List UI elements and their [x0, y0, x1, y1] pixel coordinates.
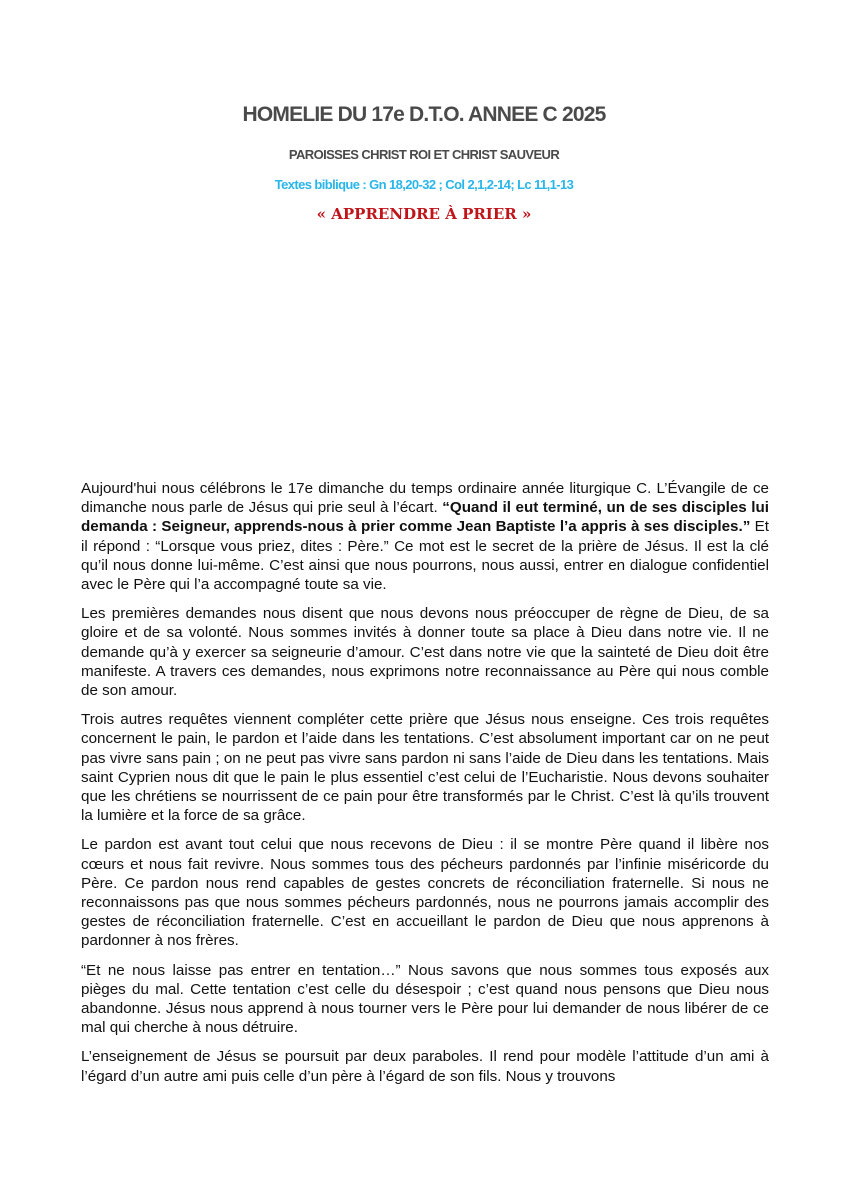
gospel-quote: “Quand il eut terminé, un de ses disciples lui demanda : Seigneur, apprends-nous à prier comme Jean Baptiste l’a appris à ses disciples.” — [81, 499, 770, 536]
page-title: HOMELIE DU 17e D.T.O. ANNEE C 2025 — [242, 103, 606, 126]
homily-body — [81, 479, 769, 1096]
paragraph-2: Les premières demandes nous disent que nous devons nous préoccuper de règne de Dieu, de sa gloire et de sa volonté. Nous sommes invités à donner toute sa place à Dieu dans notre vie. Il ne demande qu’à y exercer sa seigneurie d’amour. C’est dans notre vie que la sainteté de Dieu doit être manifeste. A travers ces demandes, nous exprimons notre reconnaissance au Père qui nous comble de son amour. — [81, 605, 769, 700]
paragraph-5: “Et ne nous laisse pas entrer en tentation…” Nous savons que nous sommes tous exposés aux pièges du mal. Cette tentation c’est celle du désespoir ; c’est quand nous pensons que Dieu nous abandonne. Jésus nous apprend à nous tourner vers le Père pour lui demander de nous libérer de ce mal qui cherche à nous détruire. — [81, 961, 769, 1037]
paragraph-1 — [81, 479, 769, 594]
paragraph-1-intro: Aujourd'hui nous célébrons le 17e dimanche du temps ordinaire année liturgique C. L’Évangile de ce dimanche nous parle de Jésus qui prie seul à l’écart. — [81, 480, 769, 517]
scripture-references: Textes biblique : Gn 18,20-32 ; Col 2,1,2-14; Lc 11,1-13 — [274, 177, 574, 192]
homily-theme: « APPRENDRE À PRIER » — [316, 205, 532, 223]
parish-subtitle: PAROISSES CHRIST ROI ET CHRIST SAUVEUR — [288, 147, 560, 162]
paragraph-4: Le pardon est avant tout celui que nous recevons de Dieu : il se montre Père quand il libère nos cœurs et nous fait revivre. Nous sommes tous des pécheurs pardonnés par l’infinie miséricorde du Père. Ce pardon nous rend capables de gestes concrets de réconciliation fraternelle. Si nous ne reconnaissons pas que nous sommes pécheurs pardonnés, nous ne pourrons jamais accomplir des gestes de réconciliation fraternelle. C’est en accueillant le pardon de Dieu que nous apprenons à pardonner à nos frères. — [81, 836, 769, 950]
paragraph-6: L’enseignement de Jésus se poursuit par deux paraboles. Il rend pour modèle l’attitude d’un ami à l’égard d’un autre ami puis celle d’un père à l’égard de son fils. Nous y trouvons — [81, 1048, 769, 1085]
paragraph-3: Trois autres requêtes viennent compléter cette prière que Jésus nous enseigne. Ces trois requêtes concernent le pain, le pardon et l’aide dans les tentations. C’est absolument important car on ne peut pas vivre sans pain ; on ne peut pas vivre sans pardon ni sans l’aide de Dieu dans les tentations. Mais saint Cyprien nous dit que le pain le plus essentiel c’est celui de l’Eucharistie. Nous devons souhaiter que les chrétiens se nourrissent de ce pain pour être transformés par le Christ. C’est là qu’ils trouvent la lumière et la force de sa grâce. — [81, 711, 769, 825]
paragraph-1-rest: Et il répond : “Lorsque vous priez, dites : Père.” Ce mot est le secret de la prière de Jésus. Il est la clé qu’il nous donne lui-même. C’est ainsi que nous pourrons, nous aussi, entrer en dialogue confidentiel avec le Père qui l’a accompagné toute sa vie. — [81, 518, 769, 594]
